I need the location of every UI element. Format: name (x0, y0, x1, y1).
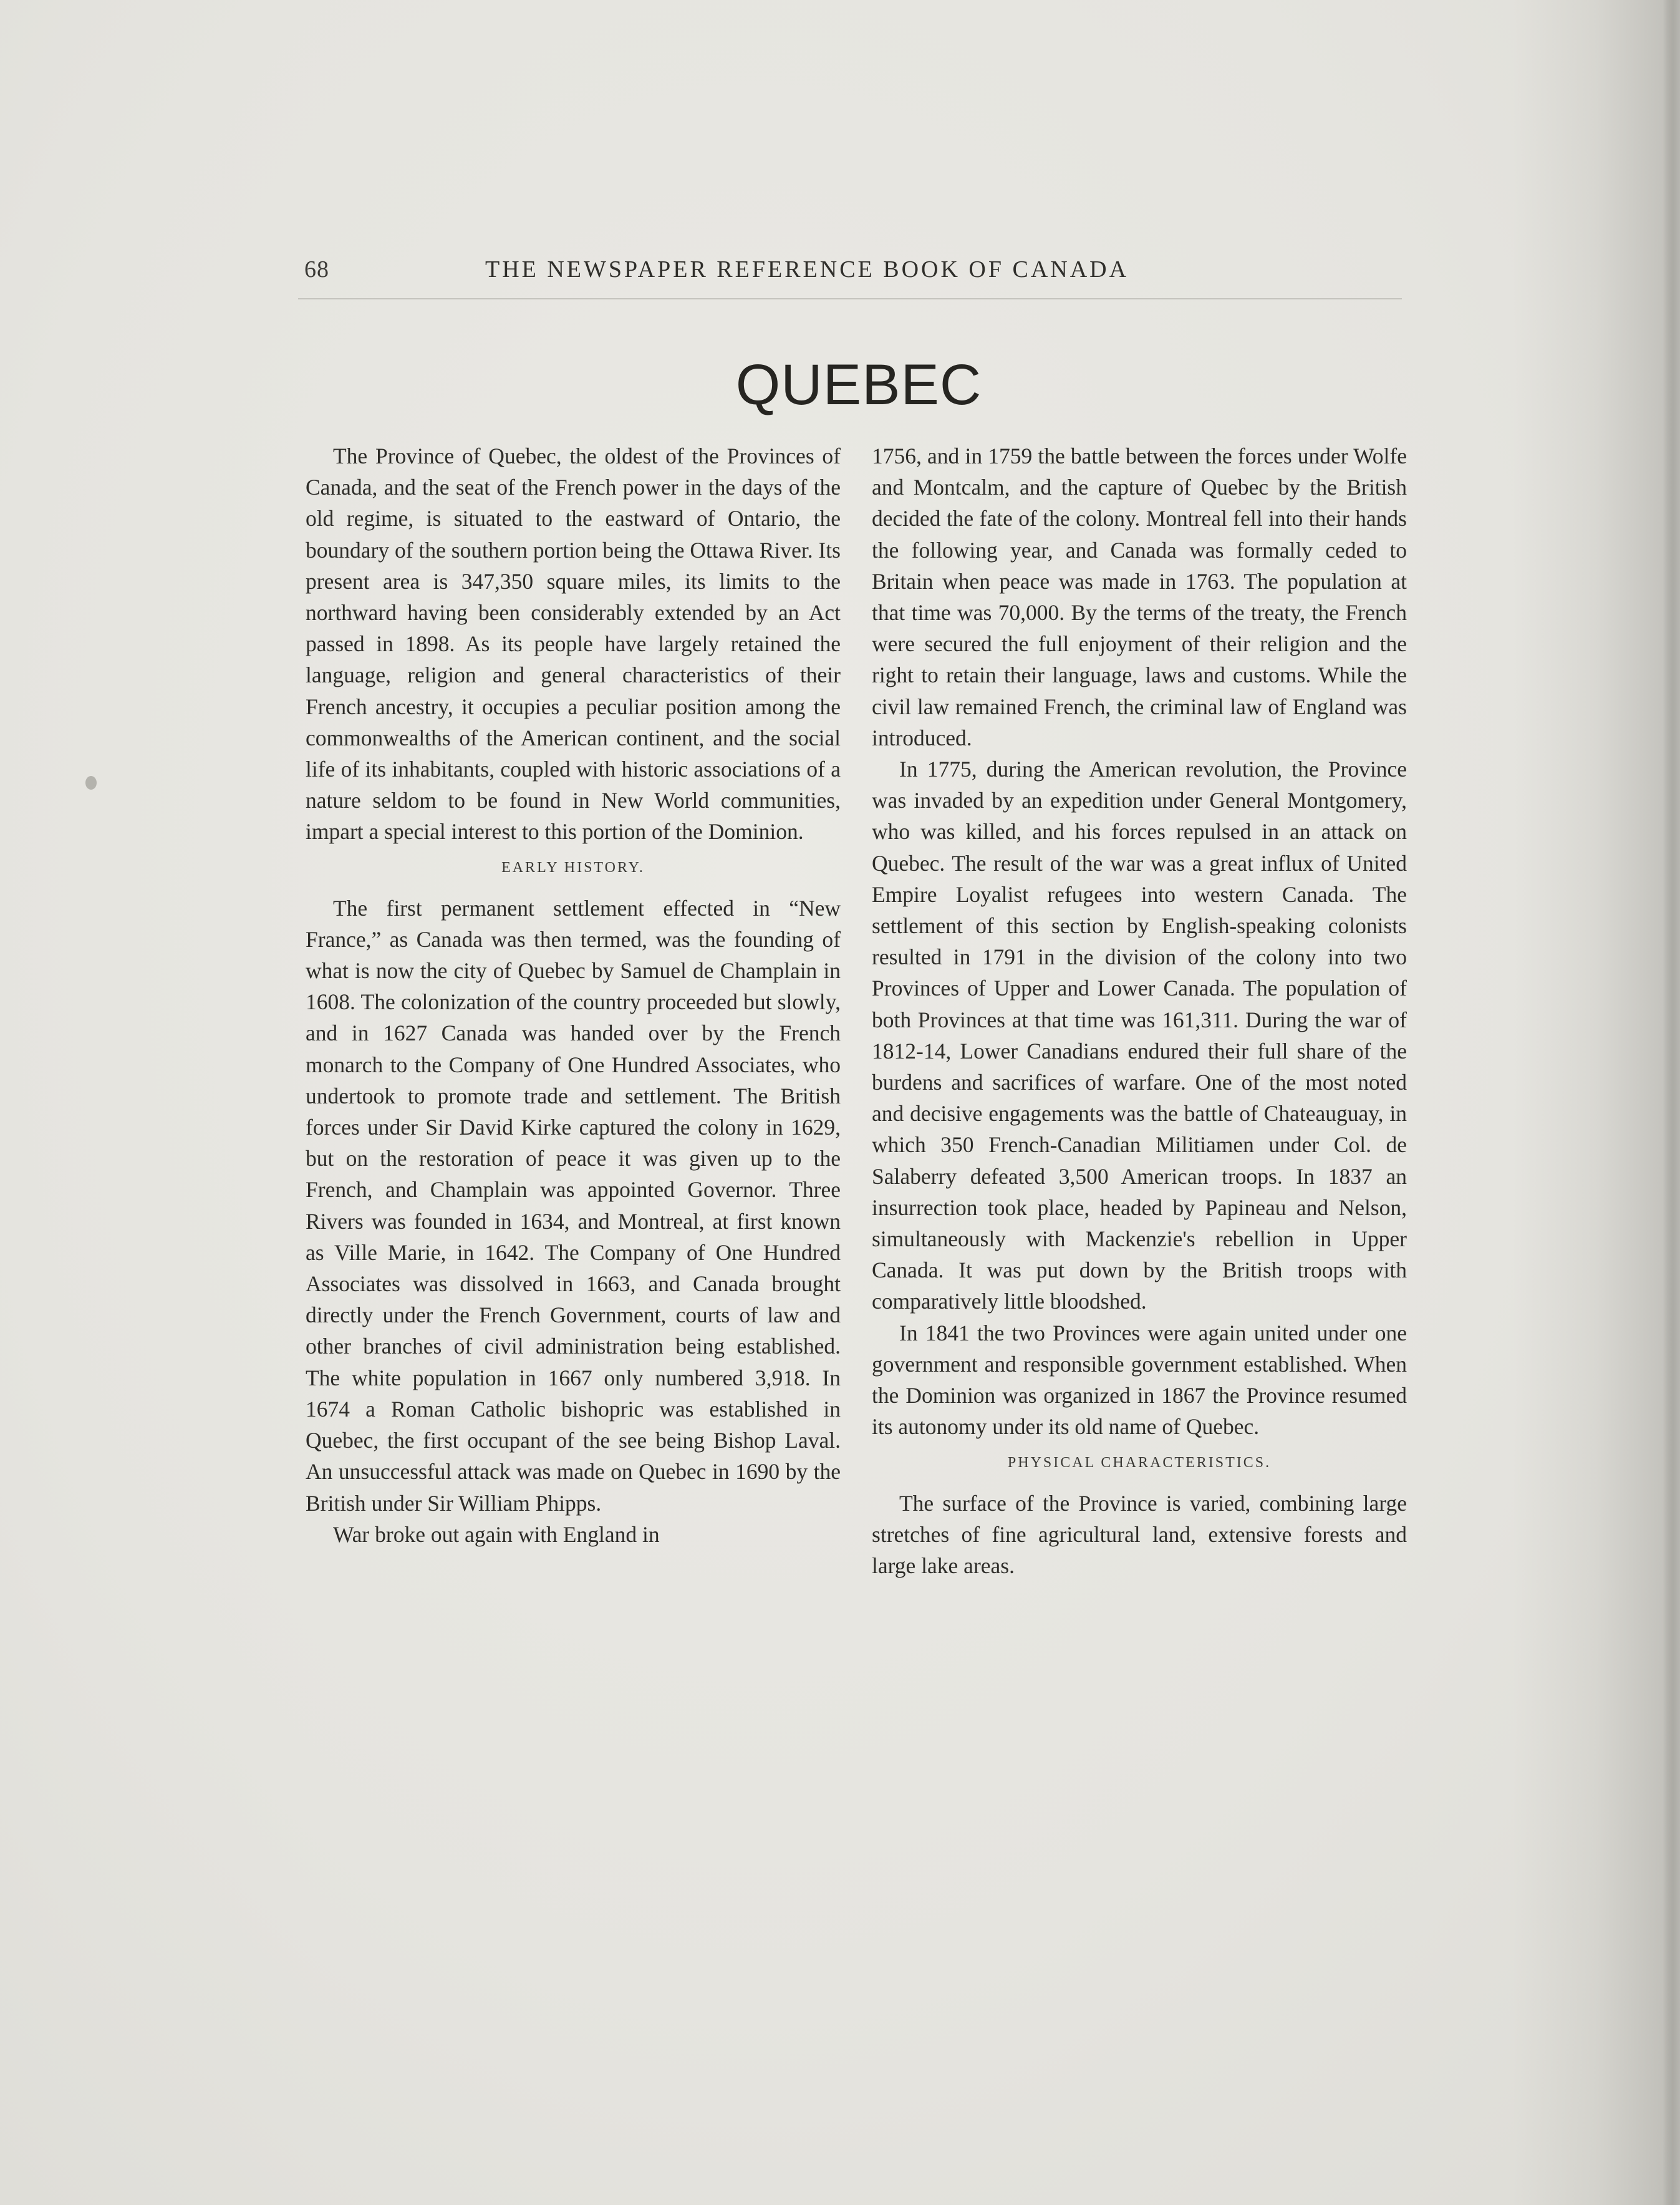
paragraph-union: In 1841 the two Provinces were again united under one government and responsible government established. When the Dominion was organized in 1867 the Province resumed its autonomy under its old name of Quebec. (872, 1320, 1407, 1440)
paragraph-war-continued: 1756, and in 1759 the battle between the forces under Wolfe and Montcalm, and the capture of Quebec by the British decided the fate of the colony. Montreal fell into their hands the following year, and Canada was formally ceded to Britain when peace was made in 1763. The population at that time was 70,000. By the terms of the treaty, the French were secured the full enjoyment of their religion and the right to retain their language, laws and customs. While the civil law remained French, the criminal law of England was introduced. (872, 443, 1407, 750)
paragraph-intro: The Province of Quebec, the oldest of the Provinces of Canada, and the seat of the French power in the days of the old regime, is situated to the eastward of Ontario, the boundary of the southern portion being the Ottawa River. Its present area is 347,350 square miles, its limits to the northward having been considerably extended by an Act passed in 1898. As its people have largely retained the language, religion and general characteristics of their French ancestry, it occupies a peculiar position among the commonwealths of the American continent, and the social life of its inhabitants, coupled with historic associations of a nature seldom to be found in New World communities, impart a special interest to this portion of the Dominion. (306, 443, 841, 845)
page-number: 68 (304, 256, 329, 283)
paragraph-revolution: In 1775, during the American revolution, the Province was invaded by an expedition under General Montgomery, who was killed, and his forces repulsed in an attack on Quebec. The result of the war was a great influx of United Empire Loyalist refugees into western Canada. The settlement of this section by English-speaking colonists resulted in 1791 in the division of the colony into two Provinces of Upper and Lower Canada. The population of both Provinces at that time was 161,311. During the war of 1812-14, Lower Canadians endured their full share of the burdens and sacrifices of warfare. One of the most noted and decisive engagements was the battle of Chateauguay, in which 350 French-Canadian Militiamen under Col. de Salaberry defeated 3,500 American troops. In 1837 an insurrection took place, headed by Papineau and Nelson, simultaneously with Mackenzie's rebellion in Upper Canada. It was put down by the British troops with comparatively little bloodshed. (872, 757, 1407, 1314)
paragraph-war-start: War broke out again with England in (333, 1521, 660, 1547)
paper-speck (85, 776, 97, 790)
section-heading-physical: PHYSICAL CHARACTERISTICS. (1007, 1454, 1272, 1471)
header-divider (298, 298, 1402, 299)
page-header (304, 256, 1402, 294)
page-edge-shadow (1663, 0, 1680, 2205)
paragraph-early-history: The first permanent settlement effected in “New France,” as Canada was then termed, was the founding of what is now the city of Quebec by Samuel de Champlain in 1608. The colonization of the country proceeded but slowly, and in 1627 Canada was handed over by the French monarch to the Company of One Hundred Associates, who undertook to promote trade and settlement. The British forces under Sir David Kirke captured the colony in 1629, but on the restoration of peace it was given up to the French, and Champlain was appointed Governor. Three Rivers was founded in 1634, and Montreal, at first known as Ville Marie, in 1642. The Company of One Hundred Associates was dissolved in 1663, and Canada brought directly under the French Government, courts of law and other branches of civil administration being established. The white population in 1667 only numbered 3,918. In 1674 a Roman Catholic bishopric was established in Quebec, the first occupant of the see being Bishop Laval. An unsuccessful attack was made on Quebec in 1690 by the British under Sir William Phipps. (306, 895, 841, 1516)
section-heading-early-history: EARLY HISTORY. (501, 859, 645, 876)
running-title: THE NEWSPAPER REFERENCE BOOK OF CANADA (485, 256, 1129, 283)
left-column (306, 440, 841, 1550)
page-title: QUEBEC (735, 353, 982, 417)
paragraph-physical: The surface of the Province is varied, combining large stretches of fine agricultural land, extensive forests and large lake areas. (872, 1490, 1407, 1578)
right-column (872, 440, 1407, 1581)
